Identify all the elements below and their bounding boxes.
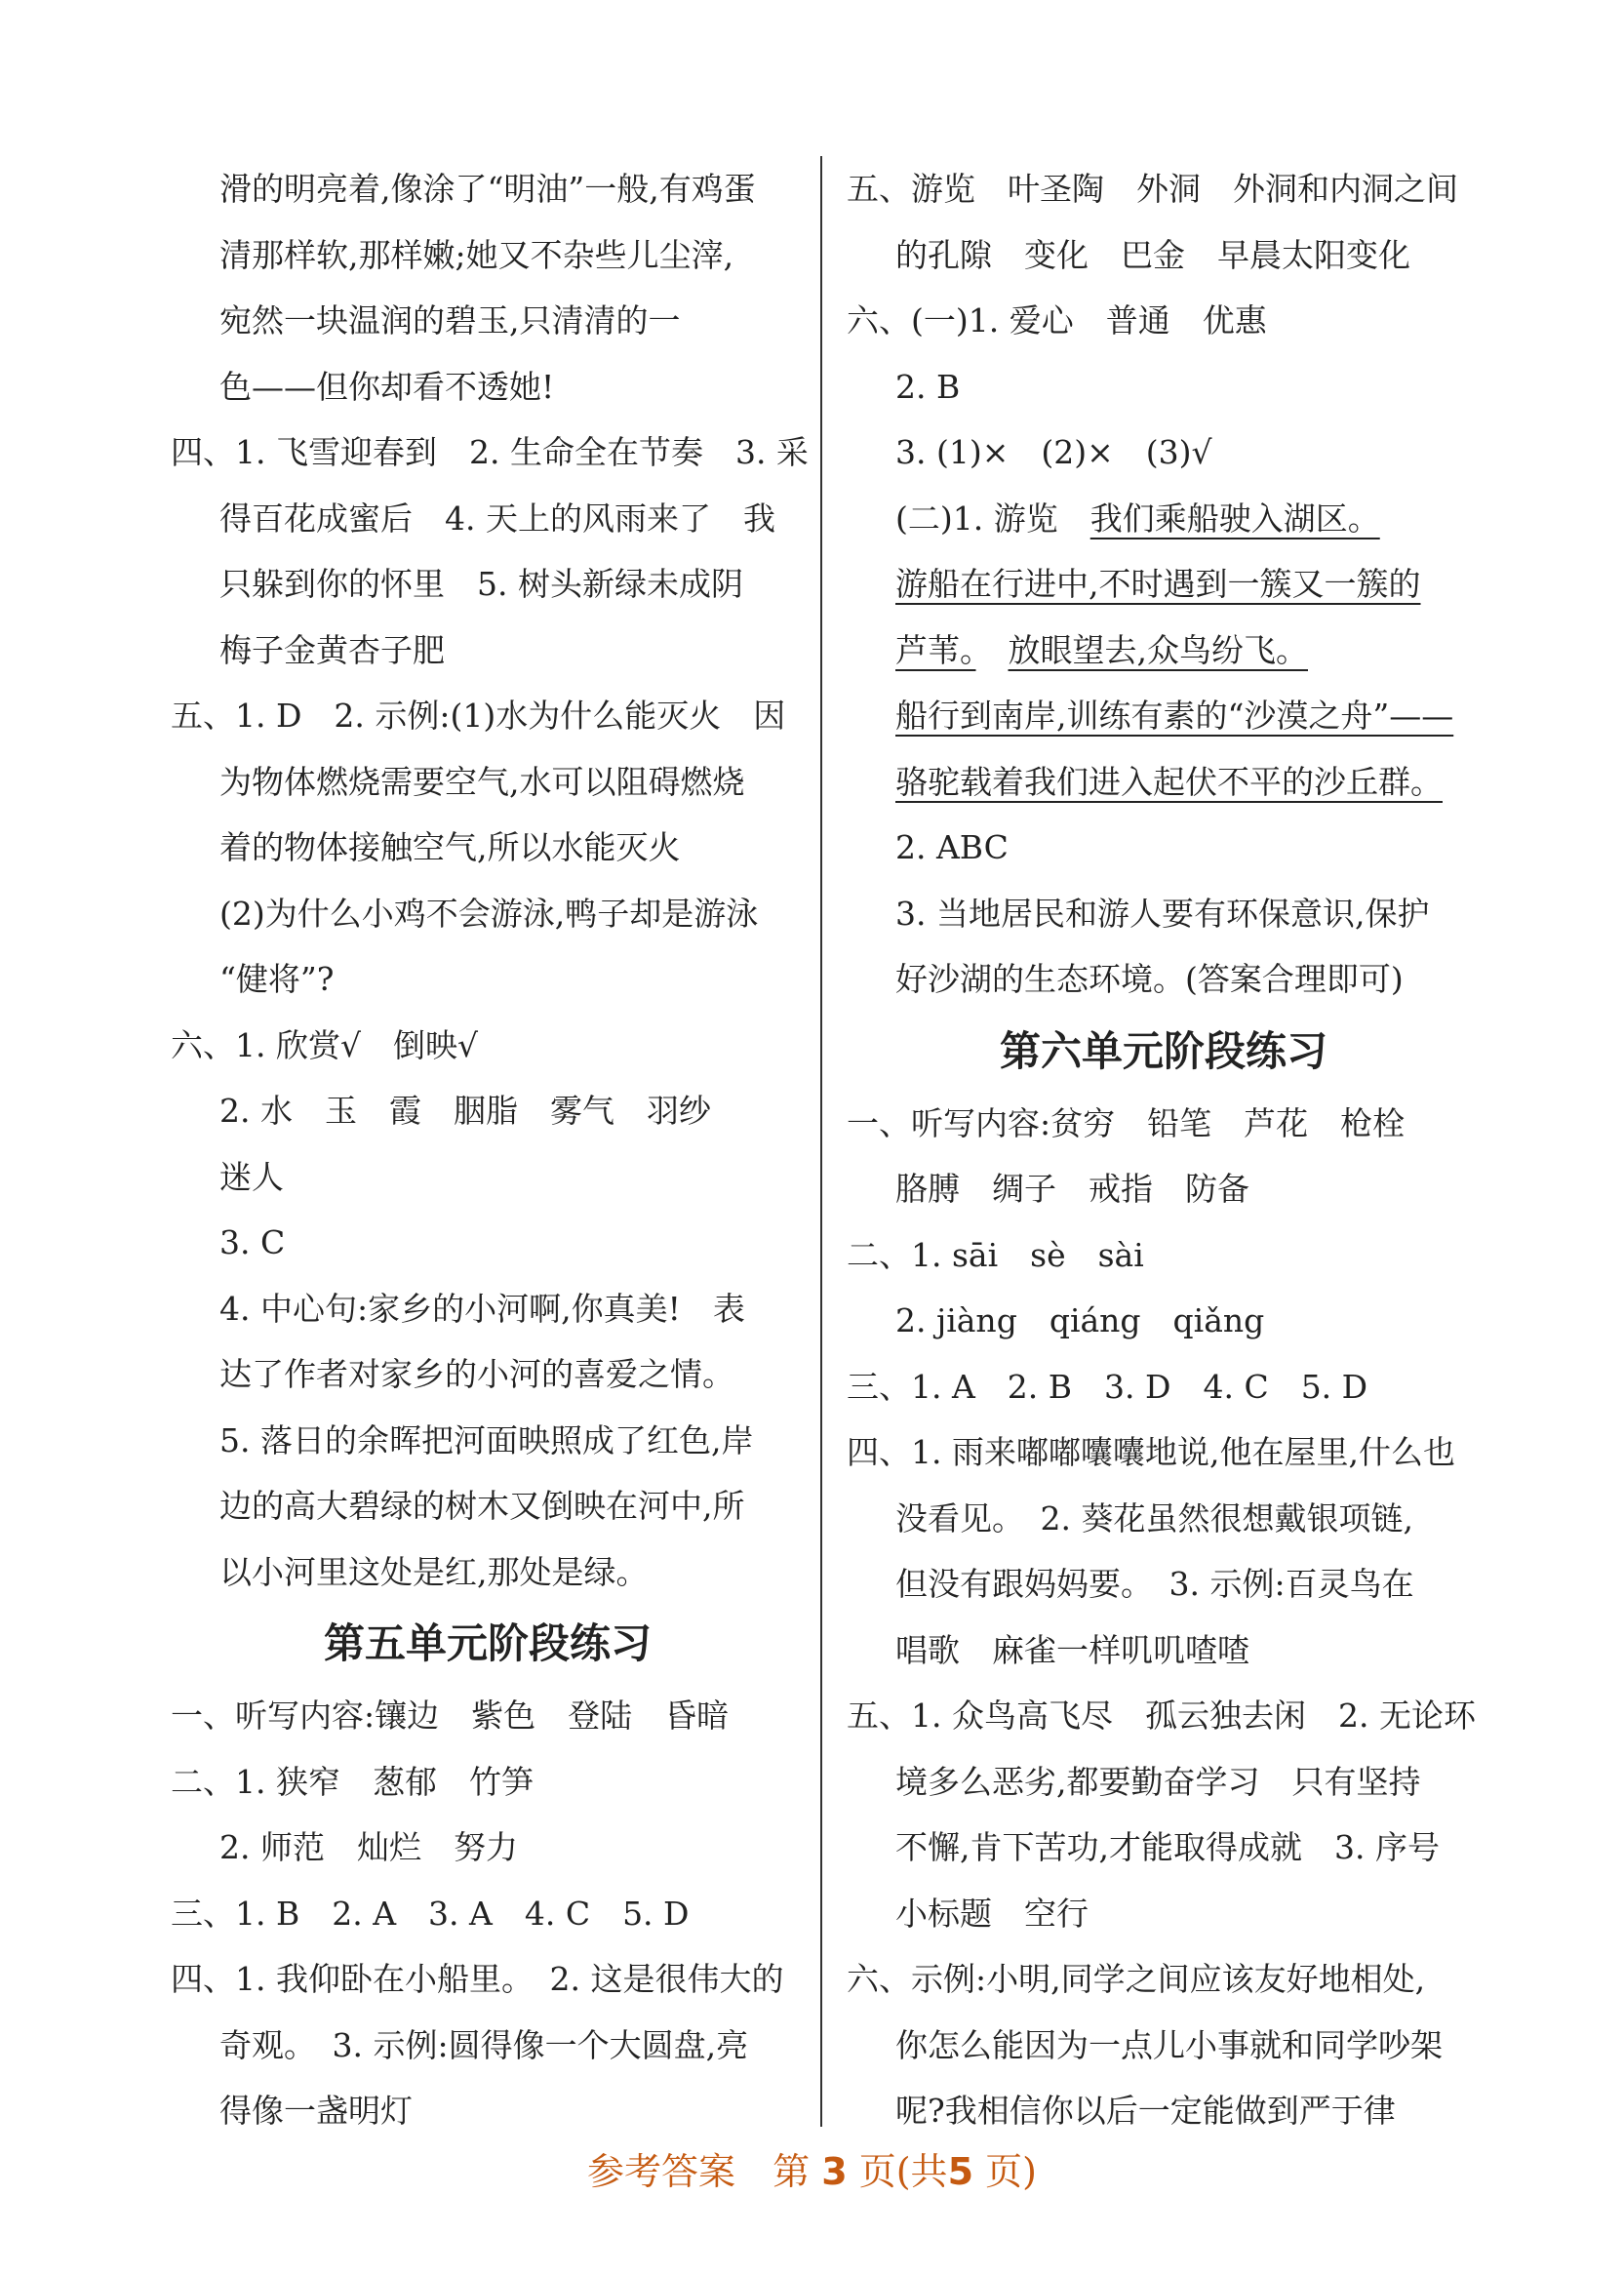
line-text: 三、1. B 2. A 3. A 4. C 5. D: [171, 1894, 690, 1933]
answer-line: [847, 683, 1481, 749]
unit-five-answers: [171, 1683, 805, 2144]
answer-line: [171, 1473, 805, 1539]
answer-line: [847, 1156, 1481, 1222]
footer-page-number: 3: [821, 2150, 848, 2193]
footer-total-pages: 5: [947, 2150, 974, 2193]
answer-line: [847, 1749, 1481, 1816]
answer-line: [171, 1276, 805, 1342]
line-text: “健将”?: [219, 960, 335, 998]
answer-line: [847, 1419, 1481, 1486]
answer-line: [847, 551, 1481, 618]
underlined-text: 芦苇。: [895, 630, 976, 669]
line-text: 梅子金黄杏子肥: [219, 630, 445, 669]
line-text: 二、1. sāi sè sài: [847, 1235, 1144, 1274]
answer-line: [847, 2078, 1481, 2144]
line-text: 没看见。 2. 葵花虽然很想戴银项链,: [895, 1498, 1413, 1537]
unit-six-heading: 第六单元阶段练习: [999, 1026, 1327, 1075]
line-text: (2)为什么小鸡不会游泳,鸭子却是游泳: [219, 894, 759, 933]
answer-line: [171, 1078, 805, 1144]
line-text: 二、1. 狭窄 葱郁 竹笋: [171, 1762, 534, 1801]
line-text: 以小河里这处是红,那处是绿。: [219, 1552, 649, 1591]
answer-line: [171, 222, 805, 289]
line-text: 境多么恶劣,都要勤奋学习 只有坚持: [895, 1762, 1421, 1801]
answer-line: [847, 156, 1481, 222]
line-text: 只躲到你的怀里 5. 树头新绿未成阴: [219, 565, 743, 603]
line-text: 胳膊 绸子 戒指 防备: [895, 1170, 1249, 1208]
line-text: 迷人: [219, 1157, 284, 1196]
answer-line: [171, 354, 805, 420]
line-text: 2. 水 玉 霞 胭脂 雾气 羽纱: [219, 1092, 711, 1130]
answer-line: [847, 419, 1481, 486]
answer-line: [847, 288, 1481, 354]
line-text: 但没有跟妈妈要。 3. 示例:百灵鸟在: [895, 1565, 1414, 1603]
column-divider: [820, 156, 822, 2127]
line-text: 六、(一)1. 爱心 普通 优惠: [847, 301, 1267, 339]
line-text: 2. B: [895, 367, 961, 406]
line-text: 得百花成蜜后 4. 天上的风雨来了 我: [219, 499, 775, 538]
answer-line: [171, 288, 805, 354]
line-text: 五、游览 叶圣陶 外洞 外洞和内洞之间: [847, 170, 1458, 208]
answer-line: [171, 1210, 805, 1276]
answer-line: [171, 1881, 805, 1947]
line-text: 3. 当地居民和游人要有环保意识,保护: [895, 894, 1430, 933]
line-text: 四、1. 雨来嘟嘟囔囔地说,他在屋里,什么也: [847, 1433, 1455, 1471]
line-text: 一、听写内容:镶边 紫色 登陆 昏暗: [171, 1697, 730, 1735]
answer-line: [171, 1539, 805, 1606]
line-text: 六、1. 欣赏√ 倒映√: [171, 1025, 479, 1064]
line-text: 得像一盏明灯: [219, 2092, 413, 2130]
line-text: [976, 631, 1009, 669]
line-text: 一、听写内容:贫穷 铅笔 芦花 枪栓: [847, 1103, 1406, 1142]
answer-line: [847, 881, 1481, 947]
line-text: 2. ABC: [895, 828, 1009, 866]
answer-line: [171, 815, 805, 881]
right-column: [847, 156, 1481, 2144]
left-answers: [171, 156, 809, 1605]
line-text: 唱歌 麻雀一样叽叽喳喳: [895, 1630, 1249, 1669]
answer-line: [847, 486, 1481, 552]
line-text: 宛然一块温润的碧玉,只清清的一: [219, 301, 681, 339]
line-text: 四、1. 飞雪迎春到 2. 生命全在节奏 3. 采: [171, 433, 809, 471]
footer-page-prefix: 第: [772, 2150, 811, 2193]
answer-line: [171, 551, 805, 618]
line-text: 色——但你却看不透她!: [219, 367, 555, 406]
underlined-text: 骆驼载着我们进入起伏不平的沙丘群。: [895, 762, 1443, 801]
line-text: 的孔隙 变化 巴金 早晨太阳变化: [895, 235, 1410, 274]
footer-page-mid: 页(共: [858, 2150, 948, 2193]
line-text: 你怎么能因为一点儿小事就和同学吵架: [895, 2025, 1443, 2064]
answer-line: [171, 946, 805, 1013]
answer-line: [847, 354, 1481, 420]
line-text: 四、1. 我仰卧在小船里。 2. 这是很伟大的: [171, 1960, 784, 1998]
answer-line: [847, 1091, 1481, 1157]
line-text: 5. 落日的余晖把河面映照成了红色,岸: [219, 1420, 754, 1459]
answer-line: [171, 881, 805, 947]
line-text: 边的高大碧绿的树木又倒映在河中,所: [219, 1487, 745, 1525]
underlined-text: 我们乘船驶入湖区。: [1089, 499, 1380, 538]
line-text: 五、1. 众鸟高飞尽 孤云独去闲 2. 无论环: [847, 1697, 1476, 1735]
answer-line: [847, 1881, 1481, 1947]
answer-line: [171, 156, 805, 222]
answer-line: [847, 1946, 1481, 2013]
line-text: 呢?我相信你以后一定能做到严于律: [895, 2092, 1396, 2130]
answer-line: [171, 1815, 805, 1881]
line-text: 3. C: [219, 1223, 286, 1261]
answer-line: [847, 1815, 1481, 1881]
answer-line: [847, 946, 1481, 1013]
answer-line: [171, 1683, 805, 1749]
answer-line: [171, 1408, 805, 1474]
answer-line: [171, 1013, 805, 1079]
answer-line: [847, 1222, 1481, 1289]
line-text: 六、示例:小明,同学之间应该友好地相处,: [847, 1960, 1426, 1998]
line-text: 五、1. D 2. 示例:(1)水为什么能灭火 因: [171, 697, 786, 735]
line-text: 达了作者对家乡的小河的喜爱之情。: [219, 1355, 734, 1393]
answer-line: [847, 1617, 1481, 1684]
answer-line: [171, 2013, 805, 2079]
answer-line: [171, 749, 805, 816]
answer-line: [171, 1144, 805, 1211]
answer-line: [171, 1946, 805, 2013]
line-text: 滑的明亮着,像涂了“明油”一般,有鸡蛋: [219, 170, 756, 208]
answer-line: [847, 1354, 1481, 1420]
line-text: 奇观。 3. 示例:圆得像一个大圆盘,亮: [219, 2025, 749, 2064]
answer-line: [171, 683, 805, 749]
answer-line: [847, 1288, 1481, 1354]
answer-line: [171, 618, 805, 684]
answer-line: [847, 1683, 1481, 1749]
unit-five-heading: 第五单元阶段练习: [323, 1619, 652, 1667]
answer-line: [847, 618, 1481, 684]
answer-line: [847, 1486, 1481, 1552]
answer-line: [847, 815, 1481, 881]
footer-label: 参考答案: [587, 2150, 736, 2193]
left-column: [171, 156, 809, 2144]
page-footer: [0, 2141, 1624, 2195]
answer-line: [847, 1551, 1481, 1617]
answer-line: [171, 486, 805, 552]
line-text: 好沙湖的生态环境。(答案合理即可): [895, 960, 1404, 998]
line-text: 2. jiàng qiáng qiǎng: [895, 1301, 1265, 1339]
line-text: 2. 师范 灿烂 努力: [219, 1828, 518, 1866]
answer-line: [847, 2013, 1481, 2079]
line-text: 着的物体接触空气,所以水能灭火: [219, 828, 681, 866]
line-text: (二)1. 游览: [895, 499, 1090, 538]
line-text: 3. (1)× (2)× (3)√: [895, 433, 1212, 471]
answer-line: [847, 222, 1481, 289]
underlined-text: 船行到南岸,训练有素的“沙漠之舟”——: [895, 697, 1454, 735]
answer-line: [171, 1341, 805, 1408]
line-text: 清那样软,那样嫩;她又不杂些儿尘滓,: [219, 235, 734, 274]
right-answers: [847, 156, 1481, 1013]
answer-line: [171, 2078, 805, 2144]
unit-six-answers: [847, 1091, 1481, 2144]
line-text: 小标题 空行: [895, 1894, 1089, 1933]
line-text: 4. 中心句:家乡的小河啊,你真美! 表: [219, 1289, 745, 1328]
line-text: 不懈,肯下苦功,才能取得成就 3. 序号: [895, 1828, 1440, 1866]
footer-page-suffix: 页): [985, 2150, 1037, 2193]
line-text: 为物体燃烧需要空气,水可以阻碍燃烧: [219, 762, 745, 801]
underlined-text: 游船在行进中,不时遇到一簇又一簇的: [895, 565, 1421, 603]
line-text: 三、1. A 2. B 3. D 4. C 5. D: [847, 1367, 1368, 1406]
answer-line: [847, 749, 1481, 816]
answer-line: [171, 1749, 805, 1816]
underlined-text: 放眼望去,众鸟纷飞。: [1008, 630, 1308, 669]
answer-line: [171, 419, 809, 486]
